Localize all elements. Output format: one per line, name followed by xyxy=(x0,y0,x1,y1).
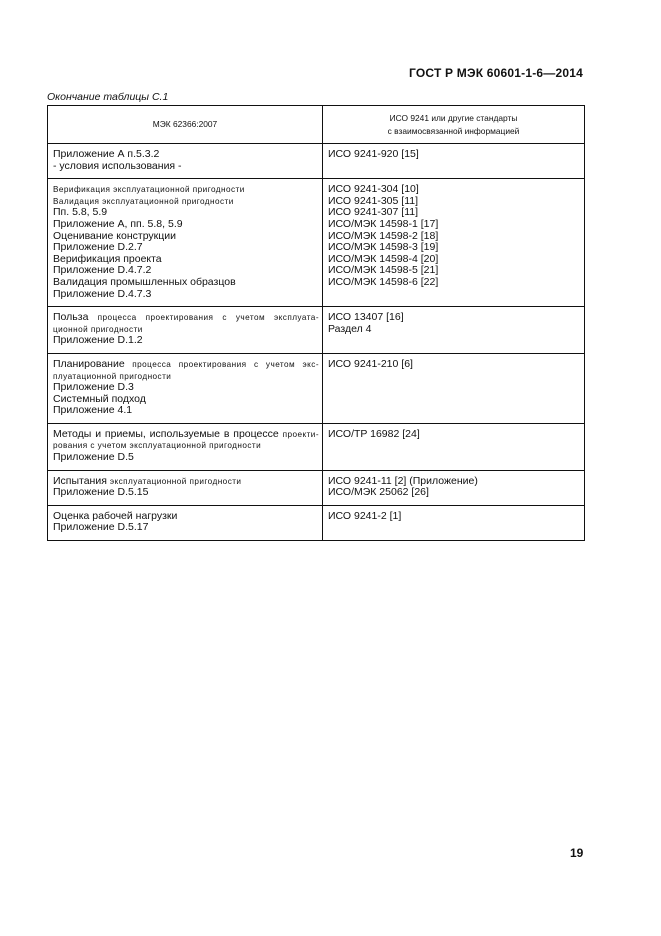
iec-reference-line: Верификация эксплуатационной пригодности xyxy=(53,185,245,195)
column-header-iso xyxy=(323,106,585,144)
iec-reference-line: ционной пригодности xyxy=(53,324,143,334)
table-body xyxy=(48,144,585,541)
iso-reference-cell xyxy=(323,179,585,307)
iso-reference-line: ИСО/МЭК 14598-5 [21] xyxy=(328,265,439,277)
iec-reference-line: Оценивание конструкции xyxy=(53,230,177,242)
iec-reference-cell xyxy=(48,470,323,505)
iso-reference-line: ИСО/МЭК 14598-4 [20] xyxy=(328,253,439,265)
iso-reference-line: ИСО/МЭК 14598-3 [19] xyxy=(328,242,439,254)
document-standard-number: ГОСТ Р МЭК 60601-1-6—2014 xyxy=(409,66,583,80)
iec-reference-line: Верификация проекта xyxy=(53,253,162,265)
iec-reference-cell xyxy=(48,423,323,470)
iec-reference-cell xyxy=(48,179,323,307)
iec-reference-line: Приложение D.1.2 xyxy=(53,335,143,347)
iec-reference-line: Приложение 4.1 xyxy=(53,405,133,417)
table-row xyxy=(48,307,585,354)
iec-reference-term: Методы и приемы, используемые в процессе xyxy=(53,427,279,440)
column-header-iec: МЭК 62366:2007 xyxy=(48,106,323,144)
iso-reference-cell xyxy=(323,353,585,423)
iso-reference-line: ИСО 9241-920 [15] xyxy=(328,149,419,160)
table-row xyxy=(48,505,585,540)
iso-reference-line: ИСО/МЭК 25062 [26] xyxy=(328,487,429,499)
iso-reference-line: ИСО/МЭК 14598-2 [18] xyxy=(328,230,439,242)
iec-reference-line xyxy=(53,476,319,488)
iso-reference-cell xyxy=(323,423,585,470)
iec-reference-line: - условия использования - xyxy=(53,160,182,172)
iso-reference-line: ИСО/TP 16982 [24] xyxy=(328,428,420,440)
iso-reference-line: Раздел 4 xyxy=(328,323,372,335)
column-header-iso-line: ИСО 9241 или другие стандарты xyxy=(389,112,518,123)
iec-reference-cell xyxy=(48,353,323,423)
table-caption: Окончание таблицы С.1 xyxy=(47,91,169,103)
iec-reference-line: Оценка рабочей нагрузки xyxy=(53,510,178,522)
iso-reference-line: ИСО 9241-11 [2] (Приложение) xyxy=(328,475,478,487)
iec-reference-term-smallcaps: проекти- xyxy=(282,429,320,439)
iec-reference-line: Валидация эксплуатационной пригодности xyxy=(53,196,234,206)
iso-reference-cell xyxy=(323,505,585,540)
iec-reference-line xyxy=(53,312,319,324)
iec-reference-line: Приложение D.4.7.2 xyxy=(53,265,152,277)
iso-reference-cell xyxy=(323,307,585,354)
iec-reference-line: Приложение D.2.7 xyxy=(53,242,143,254)
iec-reference-line: плуатационной пригодности xyxy=(53,371,172,381)
iec-reference-term-smallcaps: эксплуатационной пригодности xyxy=(109,476,242,486)
iec-reference-term: Испытания xyxy=(53,475,107,487)
iec-reference-line: Приложение D.3 xyxy=(53,382,134,394)
iso-reference-line: ИСО 9241-210 [6] xyxy=(328,358,413,370)
iec-reference-line xyxy=(53,429,319,441)
column-header-iso-line: с взаимосвязанной информацией xyxy=(387,125,520,136)
iso-reference-line: ИСО/МЭК 14598-6 [22] xyxy=(328,276,439,288)
iec-reference-line: Приложение D.4.7.3 xyxy=(53,288,152,300)
table-header-row xyxy=(48,106,585,144)
table-row xyxy=(48,470,585,505)
table-row xyxy=(48,353,585,423)
iec-reference-cell xyxy=(48,505,323,540)
iec-reference-line: Приложение D.5 xyxy=(53,452,134,464)
iec-reference-line: Приложение А, пп. 5.8, 5.9 xyxy=(53,218,183,230)
table-row xyxy=(48,179,585,307)
table-row xyxy=(48,423,585,470)
iec-reference-line: Системный подход xyxy=(53,393,146,405)
iec-reference-line xyxy=(53,359,319,371)
iso-reference-line: ИСО 9241-305 [11] xyxy=(328,195,419,207)
iec-reference-line: рования с учетом эксплуатационной пригодности xyxy=(53,441,262,451)
page-number: 19 xyxy=(570,846,584,860)
iec-reference-cell xyxy=(48,307,323,354)
iec-reference-term: Польза xyxy=(53,311,89,324)
iso-reference-line: ИСО 13407 [16] xyxy=(328,312,404,324)
standards-cross-reference-table xyxy=(47,105,585,541)
iec-reference-line: Приложение А п.5.3.2 xyxy=(53,149,160,160)
iso-reference-line: ИСО 9241-307 [11] xyxy=(328,207,419,219)
table-row xyxy=(48,144,585,179)
iso-reference-line: ИСО 9241-2 [1] xyxy=(328,510,402,522)
iec-reference-line: Пп. 5.8, 5.9 xyxy=(53,207,108,219)
iec-reference-line: Приложение D.5.15 xyxy=(53,487,149,499)
iec-reference-term-smallcaps: процесса проектирования с учетом эксплуата- xyxy=(97,313,319,323)
iso-reference-cell xyxy=(323,470,585,505)
iec-reference-term: Планирование xyxy=(53,357,125,370)
iec-reference-line: Валидация промышленных образцов xyxy=(53,276,236,288)
iec-reference-term-smallcaps: процесса проектирования с учетом экс- xyxy=(132,359,319,369)
iec-reference-line: Приложение D.5.17 xyxy=(53,522,149,534)
iso-reference-line: ИСО 9241-304 [10] xyxy=(328,184,419,196)
iso-reference-cell xyxy=(323,144,585,179)
iso-reference-line: ИСО/МЭК 14598-1 [17] xyxy=(328,218,439,230)
iec-reference-cell xyxy=(48,144,323,179)
